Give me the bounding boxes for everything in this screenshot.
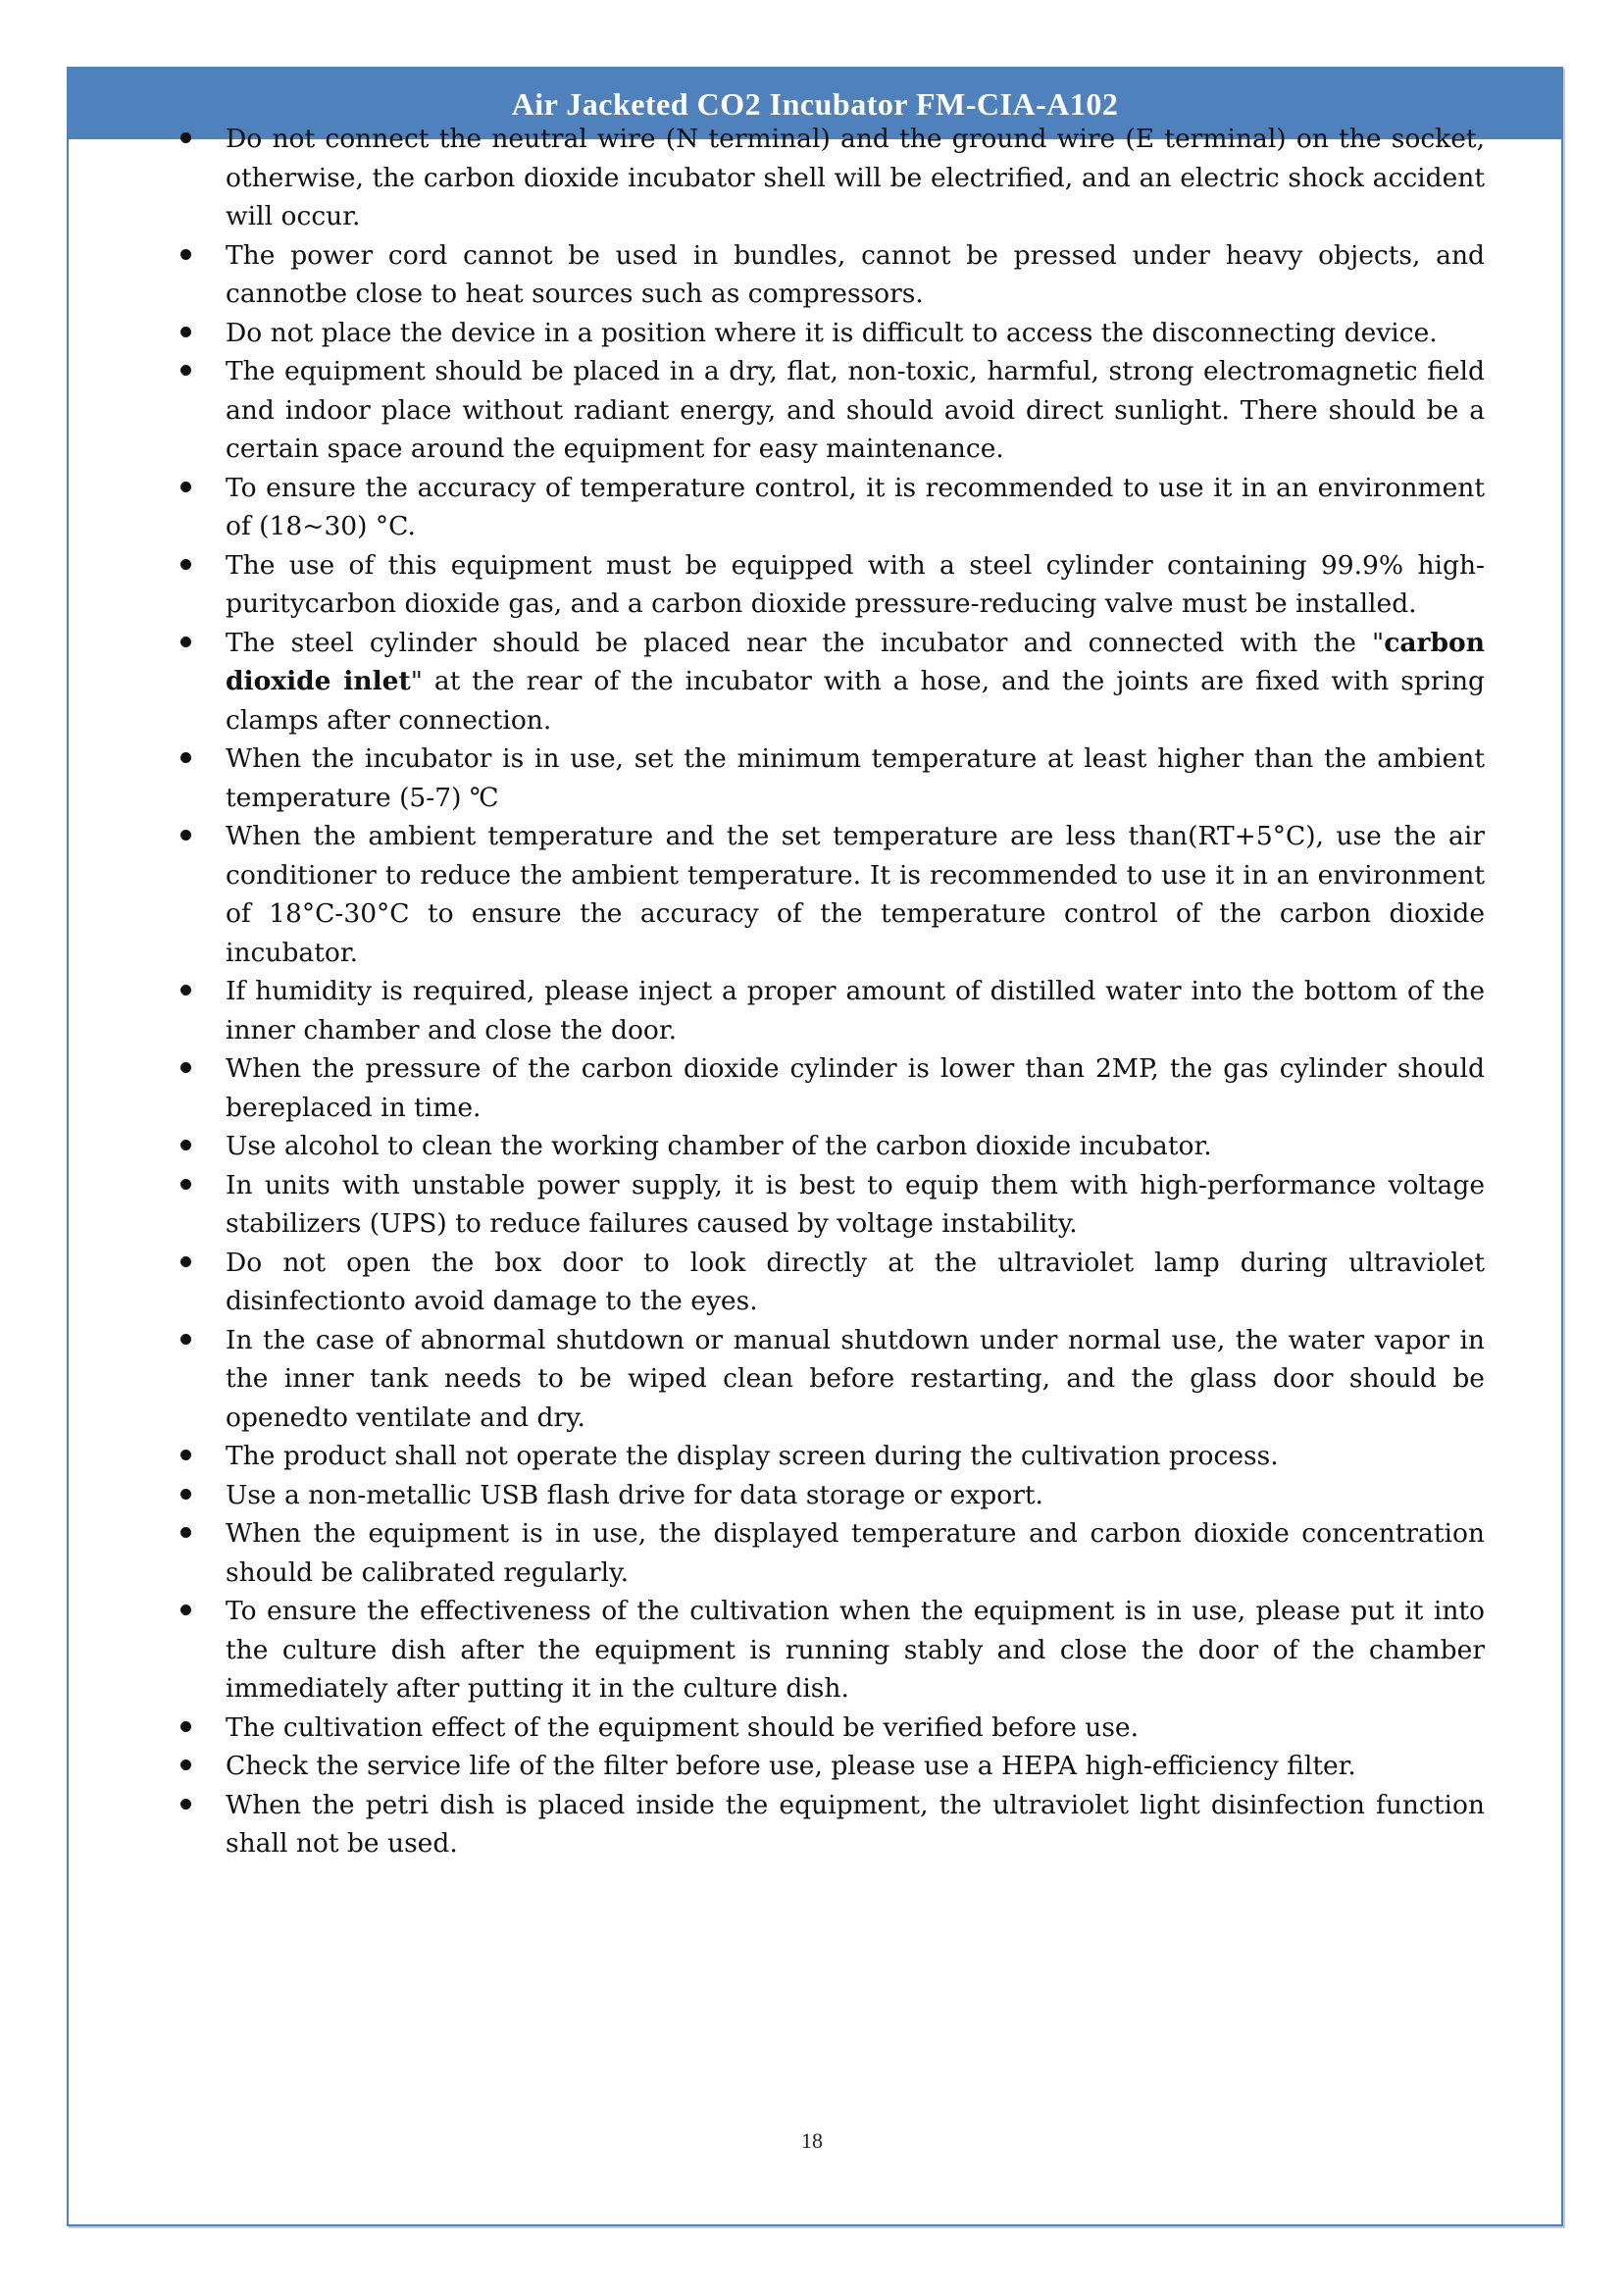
list-item: The steel cylinder should be placed near the incubator and connected with the "carbon dioxide inlet" at the rear of the incubator with a hose, and the joints are fixed with spring clamps after connection. (178, 624, 1485, 740)
list-item: Do not place the device in a position where it is difficult to access the disconnecting device. (178, 314, 1485, 353)
list-item: When the pressure of the carbon dioxide cylinder is lower than 2MP, the gas cylinder should bereplaced in time. (178, 1049, 1485, 1127)
list-item: Use alcohol to clean the working chamber of the carbon dioxide incubator. (178, 1127, 1485, 1166)
bold-term: carbon dioxide inlet (226, 627, 1485, 696)
bullet-icon (180, 1256, 191, 1267)
bullet-icon (180, 1062, 191, 1073)
list-item: When the ambient temperature and the set temperature are less than(RT+5°C), use the air conditioner to reduce the ambient temperature. It is recommended to use it in an environment of 18°C-30°C to ensure the accuracy of the temperature control of the carbon dioxide incubator. (178, 817, 1485, 972)
bullet-icon (180, 1527, 191, 1538)
bullet-icon (180, 985, 191, 995)
list-item: The use of this equipment must be equipped with a steel cylinder containing 99.9% high-puritycarbon dioxide gas, and a carbon dioxide pressure-reducing valve must be installed. (178, 546, 1485, 624)
bullet-icon (180, 365, 191, 376)
list-item: In units with unstable power supply, it is best to equip them with high-performance voltage stabilizers (UPS) to reduce failures caused by voltage instability. (178, 1166, 1485, 1244)
list-item: If humidity is required, please inject a proper amount of distilled water into the bottom of the inner chamber and close the door. (178, 972, 1485, 1049)
bullet-icon (180, 327, 191, 337)
list-item: To ensure the accuracy of temperature control, it is recommended to use it in an environment of (18~30) °C. (178, 469, 1485, 546)
list-item: When the equipment is in use, the displayed temperature and carbon dioxide concentration should be calibrated regularly. (178, 1514, 1485, 1592)
list-item: When the petri dish is placed inside the equipment, the ultraviolet light disinfection function shall not be used. (178, 1786, 1485, 1863)
bullet-icon (180, 559, 191, 570)
list-item: When the incubator is in use, set the minimum temperature at least higher than the ambient temperature (5-7) ℃ (178, 740, 1485, 817)
list-item: The power cord cannot be used in bundles, cannot be pressed under heavy objects, and cannotbe close to heat sources such as compressors. (178, 236, 1485, 314)
list-item: In the case of abnormal shutdown or manual shutdown under normal use, the water vapor in the inner tank needs to be wiped clean before restarting, and the glass door should be openedto ventilate and dry. (178, 1321, 1485, 1438)
bullet-list (178, 120, 1485, 1863)
list-item: Check the service life of the filter before use, please use a HEPA high-efficiency filter. (178, 1747, 1485, 1786)
bullet-icon (180, 1334, 191, 1345)
bullet-icon (180, 1179, 191, 1190)
bullet-icon (180, 249, 191, 260)
bullet-icon (180, 1760, 191, 1770)
bullet-icon (180, 1140, 191, 1150)
bullet-icon (180, 637, 191, 647)
bullet-icon (180, 1489, 191, 1500)
bullet-icon (180, 1799, 191, 1810)
bullet-icon (180, 132, 191, 143)
list-item: Use a non-metallic USB flash drive for data storage or export. (178, 1476, 1485, 1515)
bullet-icon (180, 830, 191, 841)
bullet-icon (180, 1721, 191, 1732)
bullet-icon (180, 1605, 191, 1615)
list-item: The cultivation effect of the equipment should be verified before use. (178, 1708, 1485, 1748)
list-item: To ensure the effectiveness of the cultivation when the equipment is in use, please put it into the culture dish after the equipment is running stably and close the door of the chamber immediately after putting it in the culture dish. (178, 1592, 1485, 1708)
bullet-icon (180, 752, 191, 763)
bullet-icon (180, 1450, 191, 1460)
bullet-icon (180, 482, 191, 492)
document-title: Air Jacketed CO2 Incubator FM-CIA-A102 (511, 85, 1119, 122)
list-item: The product shall not operate the display screen during the cultivation process. (178, 1437, 1485, 1476)
list-item: Do not connect the neutral wire (N terminal) and the ground wire (E terminal) on the socket, otherwise, the carbon dioxide incubator shell will be electrified, and an electric shock accident will occur. (178, 120, 1485, 236)
list-item: Do not open the box door to look directly at the ultraviolet lamp during ultraviolet disinfectionto avoid damage to the eyes. (178, 1244, 1485, 1321)
main-content (178, 120, 1485, 1863)
list-item: The equipment should be placed in a dry, flat, non-toxic, harmful, strong electromagnetic field and indoor place without radiant energy, and should avoid direct sunlight. There should be a certain space around the equipment for easy maintenance. (178, 352, 1485, 469)
page-number: 18 (801, 2128, 823, 2153)
